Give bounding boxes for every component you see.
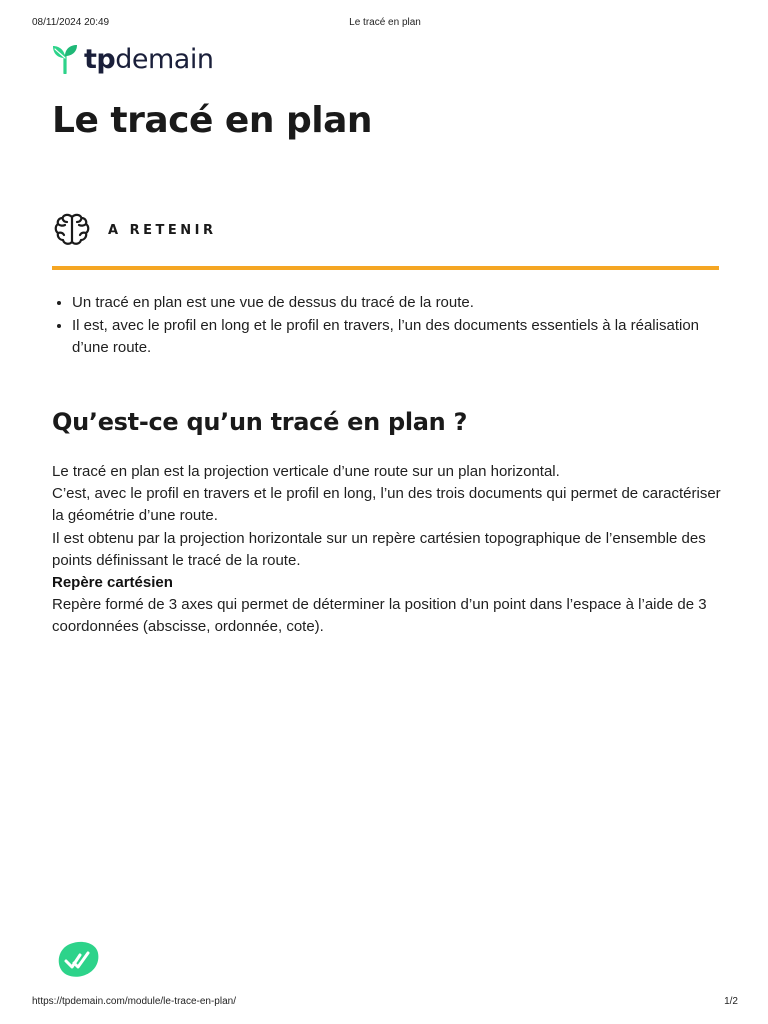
logo-text-demain: demain bbox=[115, 43, 214, 75]
retain-label: A RETENIR bbox=[108, 222, 217, 238]
section-body bbox=[52, 461, 724, 639]
print-url[interactable]: https://tpdemain.com/module/le-trace-en-plan/ bbox=[32, 996, 236, 1007]
list-item: • Un tracé en plan est une vue de dessus du tracé de la route. bbox=[72, 292, 720, 315]
print-doc-title: Le tracé en plan bbox=[349, 17, 421, 28]
term-heading: Repère cartésien bbox=[52, 574, 173, 592]
page-number: 1/2 bbox=[724, 996, 738, 1007]
section-title: Qu’est-ce qu’un tracé en plan ? bbox=[52, 408, 468, 436]
retain-header bbox=[52, 208, 216, 252]
print-datetime: 08/11/2024 20:49 bbox=[32, 17, 110, 28]
site-logo[interactable] bbox=[52, 42, 213, 76]
print-footer bbox=[32, 996, 738, 1010]
brain-icon bbox=[52, 210, 92, 250]
paragraph: C’est, avec le profil en travers et le profil en long, l’un des trois documents qui permet de caractériser la géométrie d’une route. bbox=[52, 485, 721, 525]
retain-divider bbox=[52, 266, 719, 270]
check-badge-icon[interactable] bbox=[54, 939, 100, 979]
term-definition: Repère formé de 3 axes qui permet de déterminer la position d’un point dans l’espace à l’aide de 3 coordonnées (abscisse, ordonnée, cote). bbox=[52, 596, 707, 636]
sprout-icon bbox=[52, 44, 78, 74]
print-header bbox=[32, 17, 738, 31]
paragraph: Le tracé en plan est la projection verticale d’une route sur un plan horizontal. bbox=[52, 463, 560, 480]
page-title: Le tracé en plan bbox=[52, 100, 373, 141]
logo-wordmark bbox=[84, 43, 214, 75]
logo-text-tp: tp bbox=[84, 43, 116, 75]
list-item: • Il est, avec le profil en long et le profil en travers, l’un des documents essentiels à la réalisation d’une route. bbox=[72, 315, 720, 360]
paragraph: Il est obtenu par la projection horizontale sur un repère cartésien topographique de l’ensemble des points définissant le tracé de la route. bbox=[52, 529, 706, 569]
key-points-list bbox=[52, 292, 720, 360]
